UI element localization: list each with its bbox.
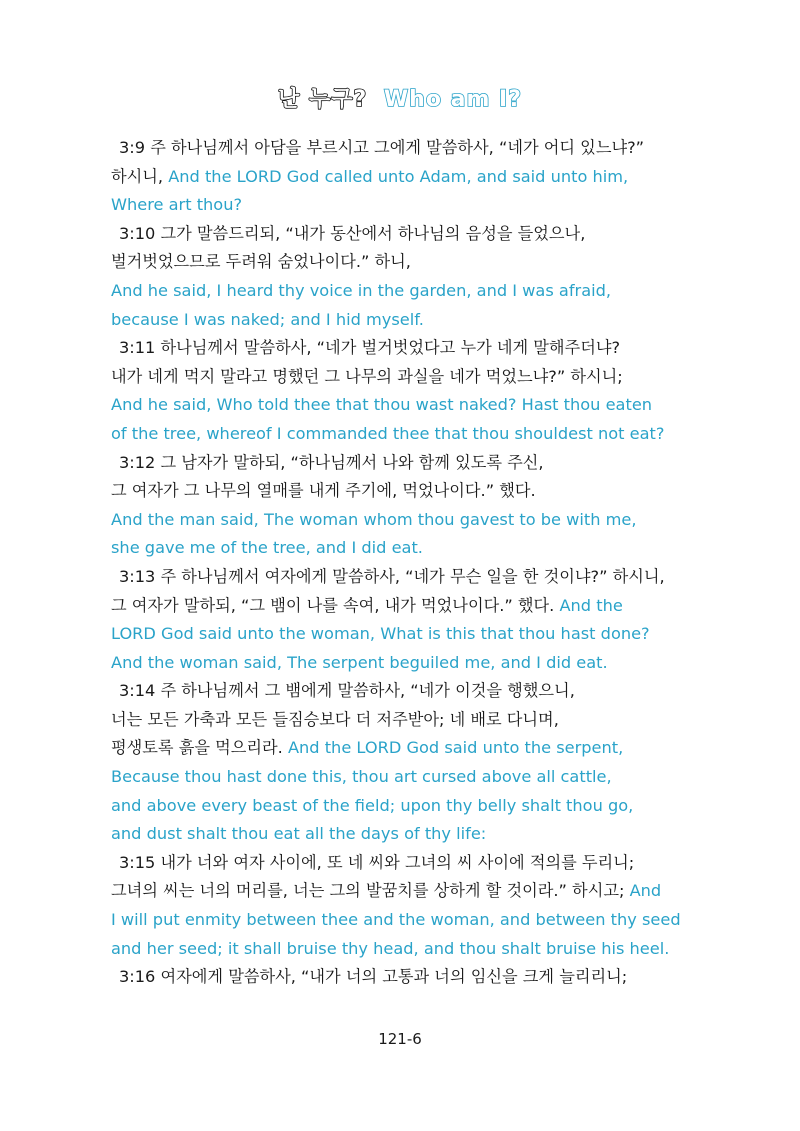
text-line <box>111 963 711 992</box>
scripture-body <box>111 134 711 992</box>
text-line <box>111 334 711 363</box>
english-verse-text: she gave me of the tree, and I did eat. <box>111 538 423 558</box>
korean-verse-text: 3:12 그 남자가 말하되, “하나님께서 나와 함께 있도록 주신, <box>119 452 544 472</box>
english-verse-text: I will put enmity between thee and the woman, and between thy seed <box>111 910 681 930</box>
korean-verse-text: 너는 모든 가축과 모든 들짐승보다 더 저주받아; 네 배로 다니며, <box>111 709 559 729</box>
english-verse-text: And the man said, The woman whom thou gavest to be with me, <box>111 509 637 529</box>
page-number: 121-6 <box>378 1030 422 1048</box>
text-line <box>111 677 711 706</box>
text-line <box>111 248 711 277</box>
text-line <box>111 706 711 735</box>
english-verse-text: Because thou hast done this, thou art cursed above all cattle, <box>111 767 612 787</box>
english-verse-text: And he said, I heard thy voice in the garden, and I was afraid, <box>111 280 612 300</box>
text-line <box>111 477 711 506</box>
english-verse-text: And the <box>559 595 623 615</box>
text-line <box>111 506 711 535</box>
korean-verse-text: 그 여자가 그 나무의 열매를 내게 주기에, 먹었나이다.” 했다. <box>111 481 536 501</box>
korean-verse-text: 그 여자가 말하되, “그 뱀이 나를 속여, 내가 먹었나이다.” 했다. <box>111 595 560 615</box>
text-line <box>111 277 711 306</box>
korean-verse-text: 3:9 주 하나님께서 아담을 부르시고 그에게 말씀하사, “네가 어디 있느냐?” <box>119 138 645 157</box>
text-line <box>111 792 711 821</box>
text-line <box>111 649 711 678</box>
text-line <box>111 592 711 621</box>
title-english: Who am I? <box>383 87 522 112</box>
text-line <box>111 420 711 449</box>
english-verse-text: LORD God said unto the woman, What is this that thou hast done? <box>111 624 650 644</box>
english-verse-text: of the tree, whereof I commanded thee that thou shouldest not eat? <box>111 423 665 443</box>
text-line <box>111 820 711 849</box>
text-line <box>111 306 711 335</box>
english-verse-text: And the LORD God said unto the serpent, <box>287 738 624 758</box>
english-verse-text: And the LORD God called unto Adam, and said unto him, <box>168 166 629 186</box>
title-korean: 난 누구? <box>278 87 368 112</box>
text-line <box>111 163 711 192</box>
text-line <box>111 620 711 649</box>
korean-verse-text: 벌거벗었으므로 두려워 숨었나이다.” 하니, <box>111 252 411 272</box>
text-line <box>111 563 711 592</box>
korean-verse-text: 3:13 주 하나님께서 여자에게 말씀하사, “네가 무슨 일을 한 것이냐?” 하시니, <box>119 566 665 586</box>
english-verse-text: And <box>629 881 662 901</box>
korean-verse-text: 3:10 그가 말씀드리되, “내가 동산에서 하나님의 음성을 들었으나, <box>119 223 586 243</box>
text-line <box>111 877 711 906</box>
korean-verse-text: 3:15 내가 너와 여자 사이에, 또 네 씨와 그녀의 씨 사이에 적의를 두리니; <box>119 852 635 872</box>
korean-verse-text: 3:16 여자에게 말씀하사, “내가 너의 고통과 너의 임신을 크게 늘리리니; <box>119 967 628 987</box>
text-line <box>111 734 711 763</box>
text-line <box>111 134 711 163</box>
korean-verse-text: 평생토록 흙을 먹으리라. <box>111 738 288 758</box>
korean-verse-text: 3:14 주 하나님께서 그 뱀에게 말씀하사, “네가 이것을 행했으니, <box>119 681 575 701</box>
english-verse-text: And the woman said, The serpent beguiled me, and I did eat. <box>111 652 608 672</box>
english-verse-text: because I was naked; and I hid myself. <box>111 309 424 329</box>
english-verse-text: and dust shalt thou eat all the days of thy life: <box>111 824 487 844</box>
text-line <box>111 906 711 935</box>
page-title <box>0 82 800 113</box>
text-line <box>111 191 711 220</box>
korean-verse-text: 하시니, <box>111 166 169 186</box>
text-line <box>111 363 711 392</box>
korean-verse-text: 3:11 하나님께서 말씀하사, “네가 벌거벗었다고 누가 네게 말해주더냐? <box>119 338 621 358</box>
text-line <box>111 449 711 478</box>
text-line <box>111 391 711 420</box>
english-verse-text: and her seed; it shall bruise thy head, and thou shalt bruise his heel. <box>111 938 670 958</box>
text-line <box>111 763 711 792</box>
english-verse-text: Where art thou? <box>111 195 243 215</box>
english-verse-text: and above every beast of the field; upon thy belly shalt thou go, <box>111 795 634 815</box>
text-line <box>111 220 711 249</box>
text-line <box>111 849 711 878</box>
english-verse-text: And he said, Who told thee that thou wast naked? Hast thou eaten <box>111 395 653 415</box>
text-line <box>111 935 711 964</box>
korean-verse-text: 그녀의 씨는 너의 머리를, 너는 그의 발꿈치를 상하게 할 것이라.” 하시고; <box>111 881 630 901</box>
korean-verse-text: 내가 네게 먹지 말라고 명했던 그 나무의 과실을 네가 먹었느냐?” 하시니; <box>111 366 623 386</box>
text-line <box>111 534 711 563</box>
